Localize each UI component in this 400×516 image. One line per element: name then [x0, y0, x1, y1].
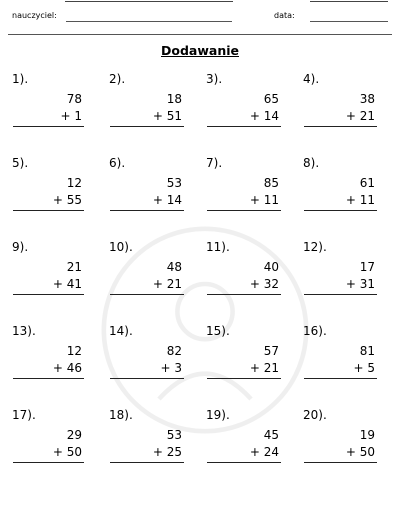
addend-top: 81 — [359, 344, 375, 358]
addend-top: 45 — [263, 428, 279, 442]
answer-line[interactable] — [207, 378, 281, 379]
problem-number: 8). — [303, 156, 320, 170]
date-label: data: — [274, 11, 295, 20]
problem-number: 19). — [206, 408, 230, 422]
answer-line[interactable] — [110, 126, 184, 127]
addend-top: 57 — [263, 344, 279, 358]
problem-15 — [206, 322, 279, 392]
problem-number: 9). — [12, 240, 29, 254]
problem-number: 17). — [12, 408, 36, 422]
answer-line[interactable] — [304, 210, 377, 211]
addend-bottom: + 1 — [60, 109, 82, 123]
problem-5 — [12, 154, 82, 224]
addend-bottom: + 31 — [345, 277, 375, 291]
answer-line[interactable] — [13, 378, 84, 379]
problem-9 — [12, 238, 82, 308]
answer-line[interactable] — [304, 462, 377, 463]
addend-bottom: + 51 — [152, 109, 182, 123]
header-divider — [8, 34, 392, 35]
addend-bottom: + 3 — [160, 361, 182, 375]
problem-8 — [303, 154, 375, 224]
problem-14 — [109, 322, 182, 392]
problem-6 — [109, 154, 182, 224]
addend-bottom: + 46 — [52, 361, 82, 375]
problem-10 — [109, 238, 182, 308]
addend-top: 53 — [166, 176, 182, 190]
addend-top: 48 — [166, 260, 182, 274]
addend-top: 82 — [166, 344, 182, 358]
problem-1 — [12, 70, 82, 140]
addend-bottom: + 50 — [345, 445, 375, 459]
answer-line[interactable] — [13, 294, 84, 295]
page-title: Dodawanie — [161, 43, 239, 58]
problem-3 — [206, 70, 279, 140]
addend-top: 17 — [359, 260, 375, 274]
addend-top: 38 — [359, 92, 375, 106]
answer-line[interactable] — [207, 210, 281, 211]
answer-line[interactable] — [13, 126, 84, 127]
addend-top: 85 — [263, 176, 279, 190]
teacher-label: nauczyciel: — [12, 11, 57, 20]
addend-bottom: + 55 — [52, 193, 82, 207]
answer-line[interactable] — [13, 210, 84, 211]
addend-bottom: + 11 — [345, 193, 375, 207]
addend-bottom: + 14 — [249, 109, 279, 123]
addend-top: 65 — [263, 92, 279, 106]
problem-2 — [109, 70, 182, 140]
problem-number: 14). — [109, 324, 133, 338]
problem-19 — [206, 406, 279, 476]
problem-13 — [12, 322, 82, 392]
problem-18 — [109, 406, 182, 476]
answer-line[interactable] — [110, 294, 184, 295]
problem-number: 2). — [109, 72, 126, 86]
answer-line[interactable] — [110, 210, 184, 211]
problem-number: 12). — [303, 240, 327, 254]
addend-top: 78 — [66, 92, 82, 106]
addend-top: 53 — [166, 428, 182, 442]
problem-number: 6). — [109, 156, 126, 170]
addend-bottom: + 11 — [249, 193, 279, 207]
problem-20 — [303, 406, 375, 476]
addend-bottom: + 21 — [152, 277, 182, 291]
answer-line[interactable] — [207, 294, 281, 295]
problem-number: 3). — [206, 72, 223, 86]
addend-top: 21 — [66, 260, 82, 274]
answer-line[interactable] — [304, 126, 377, 127]
addend-top: 61 — [359, 176, 375, 190]
addend-top: 19 — [359, 428, 375, 442]
addend-bottom: + 5 — [353, 361, 375, 375]
problem-number: 1). — [12, 72, 29, 86]
problem-7 — [206, 154, 279, 224]
teacher-field-line[interactable] — [66, 21, 232, 22]
addend-top: 29 — [66, 428, 82, 442]
addend-bottom: + 32 — [249, 277, 279, 291]
problem-number: 18). — [109, 408, 133, 422]
problem-number: 4). — [303, 72, 320, 86]
addend-bottom: + 25 — [152, 445, 182, 459]
answer-line[interactable] — [110, 378, 184, 379]
answer-line[interactable] — [13, 462, 84, 463]
answer-line[interactable] — [304, 378, 377, 379]
problem-4 — [303, 70, 375, 140]
answer-line[interactable] — [207, 462, 281, 463]
problem-12 — [303, 238, 375, 308]
addend-bottom: + 41 — [52, 277, 82, 291]
addend-bottom: + 21 — [345, 109, 375, 123]
worksheet-header — [0, 0, 400, 40]
problem-number: 5). — [12, 156, 29, 170]
problem-11 — [206, 238, 279, 308]
problem-number: 20). — [303, 408, 327, 422]
problem-number: 15). — [206, 324, 230, 338]
problem-number: 7). — [206, 156, 223, 170]
addend-bottom: + 24 — [249, 445, 279, 459]
problem-number: 13). — [12, 324, 36, 338]
date-field-line[interactable] — [310, 21, 388, 22]
addend-bottom: + 21 — [249, 361, 279, 375]
problem-number: 16). — [303, 324, 327, 338]
addend-top: 12 — [66, 344, 82, 358]
addend-top: 12 — [66, 176, 82, 190]
problem-number: 11). — [206, 240, 230, 254]
problem-17 — [12, 406, 82, 476]
answer-line[interactable] — [304, 294, 377, 295]
addend-top: 18 — [166, 92, 182, 106]
addend-top: 40 — [263, 260, 279, 274]
answer-line[interactable] — [110, 462, 184, 463]
problem-number: 10). — [109, 240, 133, 254]
problem-16 — [303, 322, 375, 392]
addend-bottom: + 50 — [52, 445, 82, 459]
addend-bottom: + 14 — [152, 193, 182, 207]
answer-line[interactable] — [207, 126, 281, 127]
